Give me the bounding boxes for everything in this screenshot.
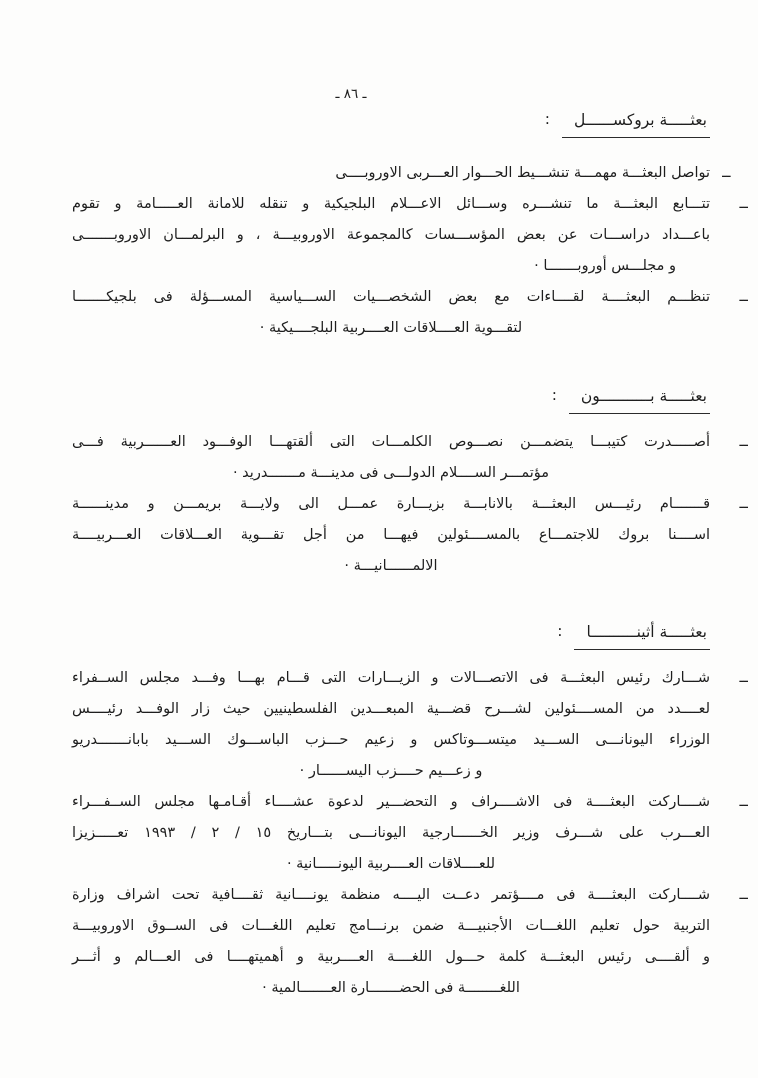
text-line-content: العـــرب على شـــرف وزير الخــــــارجية اليونانـــى بتـــاريخ ١٥ / ٢ / ١٩٩٣ تعـــــزيزا	[72, 825, 710, 841]
text-line-content: شـــارك رئيس البعثـــة فى الاتصـــالات و الزيـــارات التى قـــام بهـــا وفـــد مجلس الســفراء	[72, 670, 710, 686]
page-number: ـ ٨٦ ـ	[335, 86, 367, 102]
document-content	[0, 110, 758, 1004]
text-line-content: أصـــــدرت كتيبـــا يتضمـــن نصـــوص الكلمـــات التى ألقتهـــا الوفـــود العــــــربية فـــى	[72, 434, 710, 450]
text-line	[72, 313, 710, 344]
text-line-content: و مجلـــس أوروبـــــــا ·	[534, 258, 676, 274]
text-line-content: التربية حول تعليم اللغـــات الأجنبيـــة ضمن برنـــامج تعليم اللغـــات فى الســوق الاوروبيـــة	[72, 918, 710, 934]
text-line	[72, 818, 710, 849]
section-heading-row	[72, 386, 710, 414]
text-line-content: شــــاركت البعثــــة فى الاشــــراف و التحضـــير لدعوة عشــــاء أقـامـها مجلس الســفـــراء	[72, 794, 710, 810]
sections-container	[72, 110, 748, 1004]
mission-section	[72, 386, 748, 582]
text-line-content: قـــــــام رئيـــس البعثـــة بالانابـــة بزيـــارة عمـــل الى ولايـــة بريمـــن و مدينــــــة	[72, 496, 710, 512]
text-line	[72, 694, 710, 725]
text-line-content: و ألقــــى رئيس البعثـــة كلمة حـــول اللغــــة العــــربية و أهميتهــــا فى العـــالم و أثـــر	[72, 949, 710, 965]
section-lines	[72, 158, 748, 344]
mission-section	[72, 622, 748, 1004]
text-line-content: اللغــــــــة فى الحضـــــــارة العـــــــالمية ·	[262, 980, 520, 996]
section-lines	[72, 663, 748, 1004]
heading-colon: :	[544, 110, 551, 128]
heading-colon: :	[557, 622, 563, 640]
mission-section	[72, 110, 748, 344]
item-dash-marker: ــ	[739, 496, 748, 512]
text-line	[72, 551, 710, 582]
section-heading-row	[72, 622, 710, 650]
item-dash-marker: ــ	[739, 670, 748, 686]
section-heading: بعثـــــة بـــــــــــون	[569, 387, 710, 414]
text-line-content: اســــنا بروك للاجتمـــاع بالمســــئولين فيهـــا من أجل تقـــوية العـــلاقات العـــربيــــة	[72, 527, 710, 543]
text-line-content: للعــــلاقات العــــربية اليونـــــانية ·	[286, 856, 496, 872]
text-line-content: و زعـــيم حــــزب اليســــــار ·	[299, 763, 483, 779]
item-dash-marker: ــ	[739, 434, 748, 450]
item-dash-marker: ــ	[739, 794, 748, 810]
heading-colon: :	[551, 386, 557, 404]
text-line	[72, 189, 748, 220]
text-line-content: شــــاركت البعثــــة فى مــــؤتمر دعــت اليــــه منظمة يونــــانية ثقــــافية تحت اشراف وزارة	[72, 887, 710, 903]
text-line	[72, 849, 710, 880]
text-line	[72, 911, 710, 942]
text-line	[72, 520, 710, 551]
text-line-content: لعــــدد من المســــئولين لشـــرح قضـــية المبعـــدين الفلسطينيين حيث زار الوفـــد رئيــــس	[72, 701, 710, 717]
text-line	[72, 489, 748, 520]
text-line-content: الوزراء اليونانـــى الســـيد ميتســـوتاكس و زعيم حـــزب الباســـوك الســـيد بابانـــــــدريو	[72, 732, 710, 748]
text-line-content: لتقـــوية العــــلاقات العــــربية البلجــــيكية ·	[259, 320, 523, 336]
text-line	[72, 787, 748, 818]
item-dash-marker: ــ	[739, 289, 748, 305]
text-line	[72, 220, 710, 251]
section-heading: بعثـــــة بروكســــــل	[562, 111, 710, 138]
text-line	[72, 942, 710, 973]
section-heading: بعثـــــة أثينــــــــــا	[574, 623, 710, 650]
item-dash-marker: ــ	[739, 196, 748, 212]
section-heading-row	[72, 110, 710, 138]
text-line-content: باعـــداد دراســـات عن بعض المؤســـسات كالمجموعة الاوروبيـــة ، و البرلمـــان الاوروبـــــــى	[72, 227, 710, 243]
text-line	[72, 725, 710, 756]
text-line-content: تواصل البعثـــة مهمـــة تنشـــيط الحـــوار العـــربى الاوروبــــى	[335, 165, 710, 181]
text-line	[72, 458, 710, 489]
text-line-content: الالمــــــانيـــة ·	[344, 558, 438, 574]
text-line	[72, 427, 748, 458]
text-line-content: مؤتمـــر الســــلام الدولـــى فى مدينـــة مـــــــدريد ·	[232, 465, 550, 481]
text-line	[72, 282, 748, 313]
section-lines	[72, 427, 748, 582]
text-line	[72, 663, 748, 694]
item-dash-marker: ــ	[722, 165, 731, 181]
text-line	[72, 756, 710, 787]
text-line-content: تتـــابع البعثـــة ما تنشـــره وســـائل الاعـــلام البلجيكية و تنقله للامانة العـــــامة و تقوم	[72, 196, 710, 212]
text-line-content: تنظـــم البعثــــة لقــــاءات مع بعض الشخصـــيات الســـياسية المســـؤلة فى بلجيكـــــــا	[72, 289, 710, 305]
text-line	[72, 251, 710, 282]
text-line	[72, 973, 710, 1004]
text-line	[72, 880, 748, 911]
text-line	[72, 158, 731, 189]
item-dash-marker: ــ	[739, 887, 748, 903]
